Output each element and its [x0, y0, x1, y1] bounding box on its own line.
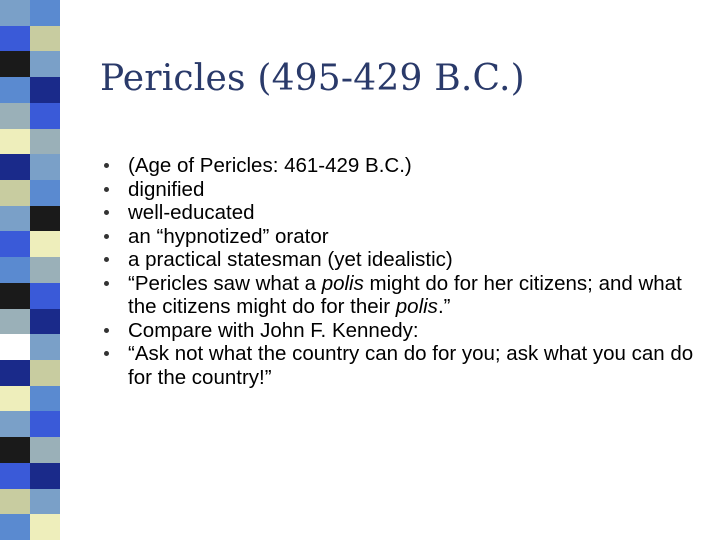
bullet-dot-icon [104, 234, 109, 239]
stripe-block [30, 360, 60, 386]
bullet-text: .” [437, 295, 451, 318]
stripe-block [30, 77, 60, 103]
stripe-block [30, 0, 60, 26]
bullet-item [104, 154, 694, 178]
bullet-dot-icon [104, 257, 109, 262]
stripe-block [30, 257, 60, 283]
stripe-block [0, 334, 30, 360]
stripe-block [0, 514, 30, 540]
stripe-block [30, 411, 60, 437]
stripe-block [30, 231, 60, 257]
bullet-text: a practical statesman (yet idealistic) [128, 248, 453, 271]
stripe-block [0, 180, 30, 206]
stripe-block [0, 463, 30, 489]
decorative-stripe [0, 0, 60, 540]
stripe-block [0, 231, 30, 257]
stripe-block [0, 0, 30, 26]
bullet-dot-icon [104, 328, 109, 333]
stripe-block [0, 386, 30, 412]
bullet-text: polis [321, 271, 364, 295]
stripe-block [0, 206, 30, 232]
stripe-block [0, 283, 30, 309]
stripe-block [0, 103, 30, 129]
stripe-block [0, 51, 30, 77]
stripe-block [30, 180, 60, 206]
stripe-block [0, 437, 30, 463]
stripe-block [30, 514, 60, 540]
stripe-block [30, 334, 60, 360]
bullet-text: Compare with John F. Kennedy: [128, 318, 419, 342]
bullet-text: (Age of Pericles: 461-429 B.C.) [128, 154, 412, 177]
stripe-block [30, 154, 60, 180]
bullet-item [104, 201, 694, 225]
bullet-dot-icon [104, 163, 109, 168]
bullet-item [104, 342, 694, 389]
bullet-text: dignified [128, 177, 205, 201]
bullet-text: “Pericles saw what a [128, 271, 322, 295]
stripe-block [0, 309, 30, 335]
bullet-item [104, 272, 694, 319]
stripe-block [30, 489, 60, 515]
stripe-block [30, 309, 60, 335]
bullet-text: well-educated [128, 201, 255, 224]
bullet-dot-icon [104, 281, 109, 286]
stripe-block [30, 103, 60, 129]
bullet-dot-icon [104, 351, 109, 356]
stripe-block [0, 77, 30, 103]
bullet-item [104, 248, 694, 272]
bullet-dot-icon [104, 187, 109, 192]
stripe-block [30, 51, 60, 77]
stripe-block [0, 26, 30, 52]
stripe-block [0, 411, 30, 437]
stripe-block [30, 26, 60, 52]
bullet-dot-icon [104, 210, 109, 215]
stripe-block [30, 283, 60, 309]
slide-title: Pericles (495-429 B.C.) [100, 58, 525, 99]
stripe-block [30, 437, 60, 463]
stripe-block [30, 386, 60, 412]
stripe-block [0, 129, 30, 155]
bullet-text: polis [395, 295, 438, 318]
stripe-block [30, 206, 60, 232]
stripe-block [30, 463, 60, 489]
stripe-block [0, 257, 30, 283]
stripe-block [0, 489, 30, 515]
bullet-text: might do for her citizens; and what the citizens might do for their [128, 271, 682, 318]
bullet-text: an “hypnotized” orator [128, 224, 329, 248]
bullet-text: “Ask not what the country can do for you; ask what you can do for the country!” [128, 342, 694, 389]
bullet-item [104, 178, 694, 202]
bullet-item [104, 225, 694, 249]
stripe-block [30, 129, 60, 155]
stripe-block [0, 360, 30, 386]
stripe-block [0, 154, 30, 180]
bullet-list [104, 154, 694, 389]
bullet-item [104, 319, 694, 343]
